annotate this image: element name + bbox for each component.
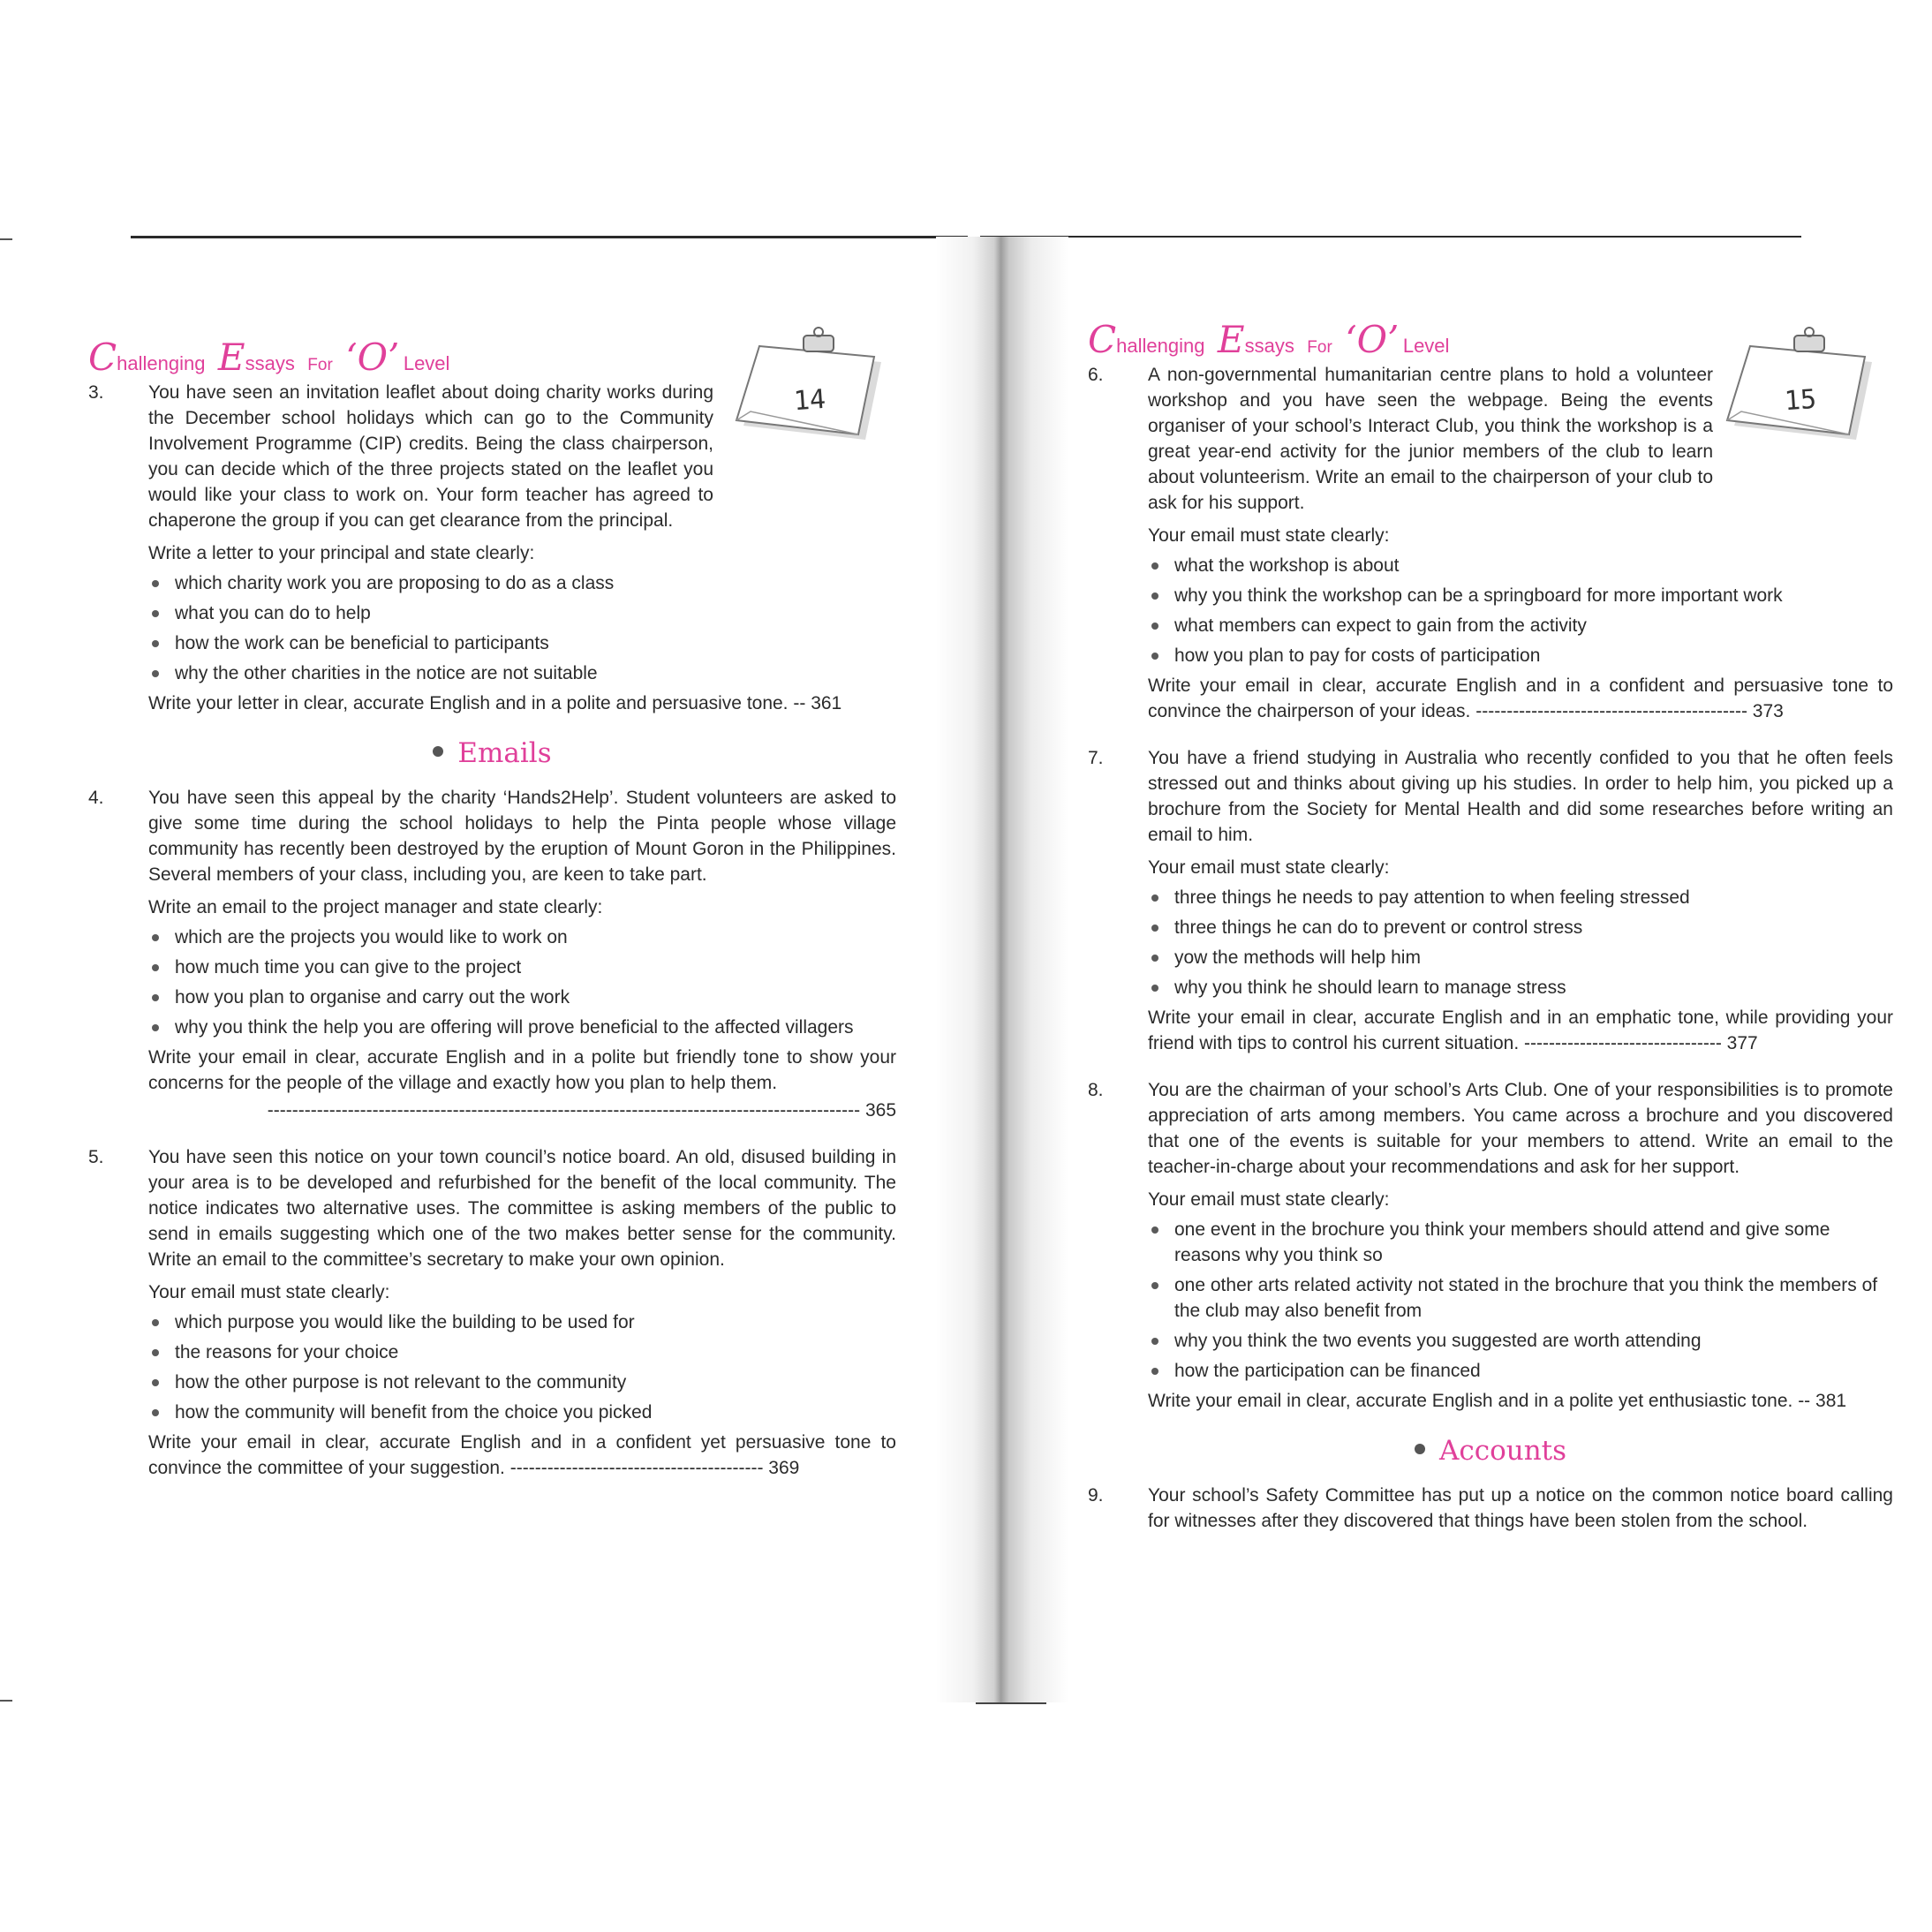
list-item — [148, 924, 896, 950]
bullet-text: three things he needs to pay attention to when feeling stressed — [1174, 887, 1690, 908]
bullet-icon — [152, 1349, 159, 1356]
bullet-text: how much time you can give to the project — [175, 957, 522, 977]
bullet-icon — [152, 964, 159, 971]
question-number: 7. — [1088, 748, 1104, 768]
page-number: 15 — [1783, 383, 1818, 418]
bullet-icon — [152, 1379, 159, 1386]
bullet-icon — [1415, 1444, 1425, 1454]
top-rule-right — [980, 236, 1801, 238]
running-head-word: ssays — [1244, 335, 1294, 357]
bullet-text: what you can do to help — [175, 603, 371, 623]
right-page — [1088, 318, 1893, 1555]
answer-page-ref: -------------------------------- 377 — [1524, 1033, 1758, 1053]
question-closing — [148, 1430, 896, 1481]
running-head-word: For — [1307, 338, 1332, 357]
running-head-word: For — [307, 356, 333, 374]
question-prompt: Your school’s Safety Committee has put up a notice on the common notice board calling for witnesses after they discovered that things have been stolen from the school. — [1148, 1485, 1893, 1531]
list-item — [148, 570, 896, 596]
question-closing: Write your email in clear, accurate English and in a polite but friendly tone to show your concerns for the people of the village and exactly how you plan to help them. — [148, 1047, 896, 1093]
bullet-icon — [433, 746, 443, 757]
question-number: 5. — [88, 1147, 104, 1167]
question-prompt: A non-governmental humanitarian centre plans to hold a volunteer workshop and you have seen the webpage. Being the events organiser of your school’s Interact Club, you think the workshop is a great year-end activity for the junior members of the club to learn about volunteerism. Write an email to the chairperson of your club to ask for his support. — [1148, 365, 1713, 513]
list-item — [1148, 553, 1893, 578]
book-gutter — [936, 237, 1068, 1702]
bullet-icon — [152, 1024, 159, 1031]
bullet-icon — [152, 640, 159, 647]
bullet-text: why the other charities in the notice are not suitable — [175, 663, 598, 683]
top-rule-left — [131, 236, 968, 238]
question-closing — [148, 691, 896, 716]
page-number: 14 — [792, 383, 827, 418]
answer-page-ref: ----------------------------------------- 369 — [509, 1458, 800, 1478]
bullet-text: which are the projects you would like to work on — [175, 927, 568, 947]
answer-page-ref: -- 361 — [793, 693, 842, 713]
bullet-icon — [1151, 924, 1158, 932]
question-3 — [88, 380, 896, 716]
bullet-text: why you think the help you are offering will prove beneficial to the affected villagers — [175, 1017, 854, 1038]
list-item — [148, 1015, 896, 1040]
question-prompt: You are the chairman of your school’s Arts Club. One of your responsibilities is to promote appreciation of arts among members. You came across a brochure and you discovered that one of the events is suitable for your members to attend. Write an email to the teacher-in-charge about your recommendations and ask for her support. — [1148, 1080, 1893, 1177]
bullet-list — [148, 924, 896, 1040]
bullet-text: why you think the workshop can be a springboard for more important work — [1174, 585, 1783, 606]
closing-text: Write your email in clear, accurate English and in a polite yet enthusiastic tone. — [1148, 1391, 1793, 1411]
bullet-icon — [1151, 623, 1158, 630]
bullet-list — [1148, 885, 1893, 1000]
bullet-list — [148, 1309, 896, 1425]
question-number: 4. — [88, 788, 104, 808]
question-instruction: Your email must state clearly: — [148, 1282, 390, 1302]
bullet-text: how the work can be beneficial to participants — [175, 633, 549, 653]
question-4 — [88, 785, 896, 1123]
running-head-word: ssays — [245, 352, 295, 374]
bullet-icon — [1151, 1282, 1158, 1289]
list-item — [148, 985, 896, 1010]
question-instruction: Write an email to the project manager and state clearly: — [148, 897, 603, 917]
bullet-text: one event in the brochure you think your members should attend and give some reasons why you think so — [1174, 1219, 1830, 1265]
list-item — [1148, 613, 1893, 638]
list-item — [1148, 885, 1893, 910]
bullet-text: how the participation can be financed — [1174, 1361, 1481, 1381]
question-5 — [88, 1144, 896, 1481]
running-head-word: Level — [403, 352, 450, 374]
bullet-icon — [1151, 955, 1158, 962]
bullet-text: yow the methods will help him — [1174, 947, 1421, 968]
bullet-text: three things he can do to prevent or control stress — [1174, 917, 1583, 938]
running-head-initial: ‘O’ — [1345, 318, 1400, 361]
list-item — [1148, 915, 1893, 940]
bullet-text: how the community will benefit from the choice you picked — [175, 1402, 653, 1423]
bullet-text: how you plan to pay for costs of participation — [1174, 645, 1541, 666]
list-item — [1148, 1272, 1893, 1324]
question-closing — [1148, 1388, 1893, 1414]
bullet-list — [1148, 553, 1893, 668]
question-number: 9. — [1088, 1485, 1104, 1506]
list-item — [148, 600, 896, 626]
question-prompt: You have seen this appeal by the charity ‘Hands2Help’. Student volunteers are asked to give some time during the school holidays to help the Pinta people whose village community has recently been destroyed by the eruption of Mount Goron in the Philippines. Several members of your class, including you, are keen to take part. — [148, 788, 896, 885]
closing-text: Write your letter in clear, accurate English and in a polite and persuasive tone. — [148, 693, 789, 713]
closing-text: Write your email in clear, accurate English and in a confident and persuasive tone to convince the chairperson of your ideas. — [1148, 675, 1893, 721]
list-item — [1148, 945, 1893, 970]
bullet-text: why you think he should learn to manage stress — [1174, 977, 1566, 998]
bullet-icon — [1151, 653, 1158, 660]
running-head-initial: ‘O’ — [345, 336, 400, 379]
bullet-text: how the other purpose is not relevant to the community — [175, 1372, 627, 1392]
question-closing — [1148, 673, 1893, 724]
bullet-text: what the workshop is about — [1174, 555, 1400, 576]
question-closing — [1148, 1005, 1893, 1056]
question-9 — [1088, 1483, 1893, 1534]
bullet-list — [1148, 1217, 1893, 1384]
list-item — [1148, 583, 1893, 608]
bullet-text: which charity work you are proposing to do as a class — [175, 573, 615, 593]
list-item — [1148, 643, 1893, 668]
bullet-icon — [152, 670, 159, 677]
running-head-initial: C — [1088, 318, 1117, 361]
running-head-word: Level — [1402, 335, 1450, 357]
bullet-icon — [1151, 894, 1158, 902]
answer-page-ref: ------------------------------------------------------------------------------------------------ 365 — [267, 1100, 896, 1121]
list-item — [148, 1400, 896, 1425]
list-item — [148, 1340, 896, 1365]
running-head-initial: E — [1217, 318, 1245, 361]
list-item — [1148, 1217, 1893, 1268]
section-heading-accounts — [1088, 1435, 1893, 1467]
question-number: 6. — [1088, 365, 1104, 385]
list-item — [148, 630, 896, 656]
list-item — [1148, 1358, 1893, 1384]
list-item — [148, 955, 896, 980]
closing-text: Write your email in clear, accurate English and in a confident yet persuasive tone to convince the committee of your suggestion. — [148, 1432, 896, 1478]
bullet-text: which purpose you would like the building to be used for — [175, 1312, 635, 1332]
running-head-word: hallenging — [1116, 335, 1205, 357]
question-8 — [1088, 1077, 1893, 1414]
bullet-icon — [1151, 985, 1158, 992]
question-prompt: You have seen an invitation leaflet about doing charity works during the December school holidays which can go to the Community Involvement Programme (CIP) credits. Being the class chairperson, you can decide which of the three projects stated on the leaflet you would like your class to work on. Your form teacher has agreed to chaperone the group if you can get clearance from the principal. — [148, 382, 713, 531]
question-instruction: Your email must state clearly: — [1148, 1189, 1390, 1210]
bullet-icon — [152, 580, 159, 587]
section-title: Emails — [457, 737, 552, 769]
bullet-list — [148, 570, 896, 686]
bullet-icon — [152, 994, 159, 1001]
bullet-icon — [1151, 562, 1158, 570]
list-item — [148, 1370, 896, 1395]
running-head-initial: E — [217, 336, 245, 379]
bullet-icon — [152, 1319, 159, 1326]
running-head-word: hallenging — [117, 352, 206, 374]
answer-page-ref: -------------------------------------------- 373 — [1475, 701, 1784, 721]
bullet-text: the reasons for your choice — [175, 1342, 399, 1362]
bottom-rule — [976, 1702, 1046, 1704]
question-instruction: Your email must state clearly: — [1148, 857, 1390, 878]
question-7 — [1088, 745, 1893, 1056]
edge-mark — [0, 1700, 12, 1702]
answer-page-ref: -- 381 — [1798, 1391, 1847, 1411]
closing-text: Write your email in clear, accurate English and in an emphatic tone, while providing your friend with tips to control his current situation. — [1148, 1008, 1893, 1053]
bullet-icon — [152, 1409, 159, 1416]
running-head-initial: C — [88, 336, 117, 379]
section-heading-emails — [88, 737, 896, 769]
list-item — [148, 1309, 896, 1335]
bullet-text: one other arts related activity not stated in the brochure that you think the members of the club may also benefit from — [1174, 1275, 1878, 1321]
bullet-icon — [1151, 1368, 1158, 1375]
question-prompt: You have seen this notice on your town council’s notice board. An old, disused building in your area is to be developed and refurbished for the benefit of the local community. The notice indicates two alternative uses. The committee is asking members of the public to send in emails suggesting which one of the two makes better sense for the community. Write an email to the committee’s secretary to make your own opinion. — [148, 1147, 896, 1270]
left-page — [88, 336, 896, 1502]
question-number: 8. — [1088, 1080, 1104, 1100]
list-item — [148, 660, 896, 686]
question-number: 3. — [88, 382, 104, 403]
bullet-icon — [152, 610, 159, 617]
edge-mark — [0, 238, 12, 240]
bullet-icon — [152, 934, 159, 941]
bullet-icon — [1151, 1338, 1158, 1345]
bullet-text: why you think the two events you suggested are worth attending — [1174, 1331, 1702, 1351]
question-instruction: Your email must state clearly: — [1148, 525, 1390, 546]
question-instruction: Write a letter to your principal and state clearly: — [148, 543, 535, 563]
bullet-icon — [1151, 592, 1158, 600]
list-item — [1148, 1328, 1893, 1354]
bullet-text: what members can expect to gain from the activity — [1174, 615, 1587, 636]
list-item — [1148, 975, 1893, 1000]
section-title: Accounts — [1438, 1435, 1567, 1467]
question-prompt: You have a friend studying in Australia who recently confided to you that he often feels stressed out and thinks about giving up his studies. In order to help him, you picked up a brochure from the Society for Mental Health and did some researches before writing an email to him. — [1148, 748, 1893, 845]
bullet-text: how you plan to organise and carry out the work — [175, 987, 570, 1008]
bullet-icon — [1151, 1226, 1158, 1234]
question-6 — [1088, 362, 1893, 724]
